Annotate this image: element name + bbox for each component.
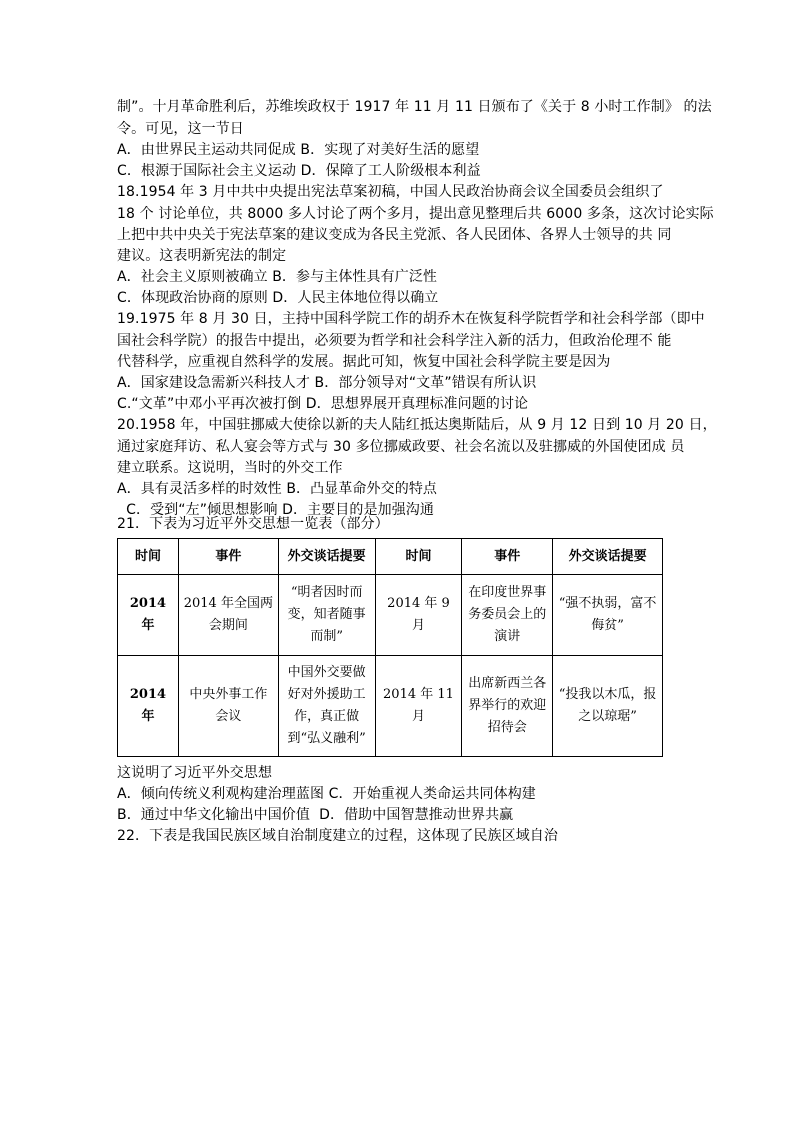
header-event: 事件 [178,539,278,575]
text-line: 制”。十月革命胜利后，苏维埃政权于 1917 年 11 月 11 日颁布了《关于 8 小时工作制》 的法 [117,99,712,115]
text-line: 代替科学，应重视自然科学的发展。据此可知，恢复中国社会科学院主要是因为 [117,354,611,370]
table-row [118,575,663,656]
header-event: 事件 [462,539,553,575]
option-line: B．通过中华文化输出中国价值 D．借助中国智慧推动世界共赢 [117,807,514,823]
option-line: A．社会主义原则被确立 B．参与主体性具有广泛性 [117,269,438,285]
table-cell: 2014 年全国两会期间 [178,575,278,656]
header-time: 时间 [118,539,179,575]
question-21: 21．下表为习近平外交思想一览表（部分） [117,516,389,532]
option-line: C．根源于国际社会主义运动 D．保障了工人阶级根本利益 [117,163,481,179]
option-line: C．体现政治协商的原则 D．人民主体地位得以确立 [117,290,439,306]
table-cell: “明者因时而变，知者随事而制” [278,575,375,656]
text-line: 建立联系。这说明，当时的外交工作 [117,460,343,476]
header-time: 时间 [375,539,462,575]
text-line: 令。可见，这一节日 [117,121,244,137]
option-line: C．受到“左”倾思想影响 D．主要目的是加强沟通 [117,502,435,518]
text-line: 国社会科学院）的报告中提出，必须要为哲学和社会科学注入新的活力，但政治伦理不 能 [117,333,672,349]
option-line: A．国家建设急需新兴科技人才 B．部分领导对“文革”错误有所认识 [117,375,537,391]
table-cell: “强不执弱，富不侮贫” [553,575,663,656]
table-cell: 2014 年 9 月 [375,575,462,656]
option-line: A．由世界民主运动共同促成 B．实现了对美好生活的愿望 [117,142,480,158]
table-cell: 2014 年 [118,656,179,757]
table-cell: 在印度世界事务委员会上的演讲 [462,575,553,656]
xi-diplomacy-table [117,538,663,757]
table-row [118,656,663,757]
table-cell: 出席新西兰各界举行的欢迎招待会 [462,656,553,757]
option-line: A．具有灵活多样的时效性 B．凸显革命外交的特点 [117,481,438,497]
table-cell: 2014 年 [118,575,179,656]
table-cell: “投我以木瓜，报之以琼琚” [553,656,663,757]
question-19: 19.1975 年 8 月 30 日，主持中国科学院工作的胡乔木在恢复科学院哲学和社会科学部（即中 [117,311,705,327]
text-line: 通过家庭拜访、私人宴会等方式与 30 多位挪威政要、社会名流以及驻挪威的外国使团成 员 [117,439,685,455]
table-header-row [118,539,663,575]
text-line: 建议。这表明新宪法的制定 [117,248,287,264]
table-cell: 2014 年 11 月 [375,656,462,757]
question-20: 20.1958 年，中国驻挪威大使徐以新的夫人陆红抵达奥斯陆后，从 9 月 12 日到 10 月 20 日， [117,417,717,433]
text-line: 18 个 讨论单位，共 8000 多人讨论了两个多月，提出意见整理后共 6000 多条，这次讨论实际 [117,206,714,222]
header-remarks: 外交谈话提要 [278,539,375,575]
text-line: 这说明了习近平外交思想 [117,765,273,781]
option-line: C.“文革”中邓小平再次被打倒 D．思想界展开真理标准问题的讨论 [117,396,529,412]
header-remarks: 外交谈话提要 [553,539,663,575]
question-22: 22．下表是我国民族区域自治制度建立的过程，这体现了民族区域自治 [117,828,559,844]
table-cell: 中央外事工作会议 [178,656,278,757]
table-cell: 中国外交要做好对外援助工作，真正做到“弘义融利” [278,656,375,757]
text-line: 上把中共中央关于宪法草案的建议变成为各民主党派、各人民团体、各界人士领导的共 同 [117,227,672,243]
option-line: A．倾向传统义利观构建治理蓝图 C．开始重视人类命运共同体构建 [117,786,536,802]
question-18: 18.1954 年 3 月中共中央提出宪法草案初稿，中国人民政治协商会议全国委员会组织了 [117,184,664,200]
